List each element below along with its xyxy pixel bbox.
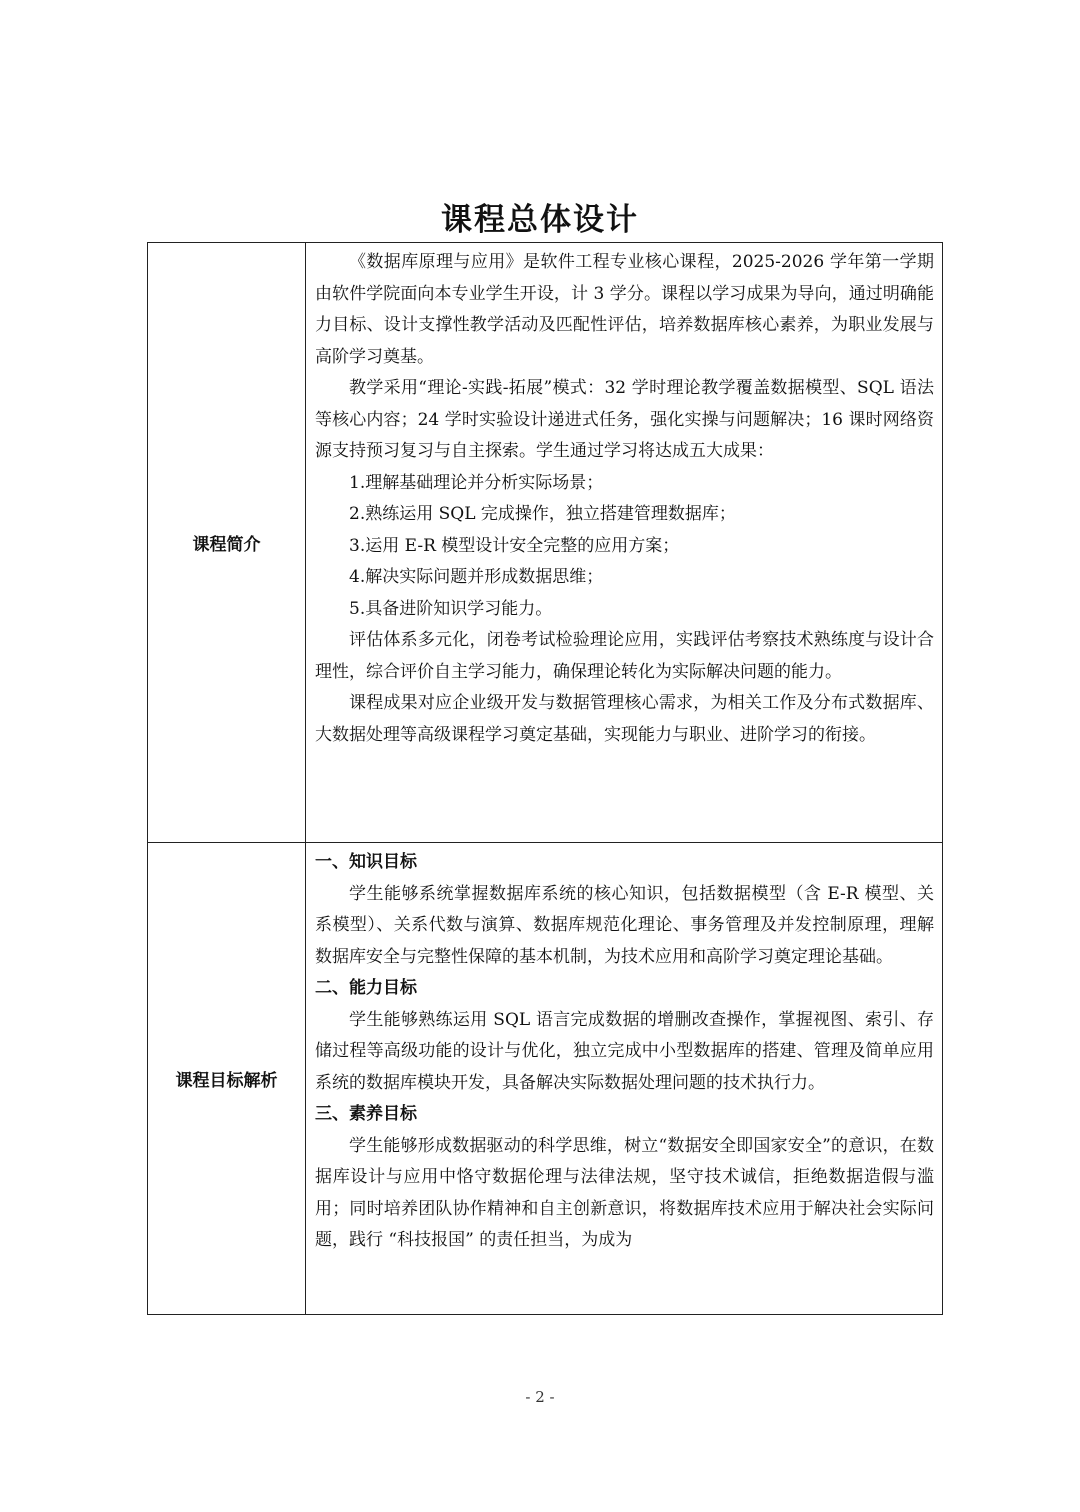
knowledge-goal-heading: 一、知识目标 (315, 852, 417, 872)
intro-paragraph-1: 《数据库原理与应用》是软件工程专业核心课程，2025-2026 学年第一学期由软件学院面向本专业学生开设，计 3 学分。课程以学习成果为导向，通过明确能力目标、设计支撑性教学活动及匹配性评估，培养数据库核心素养，为职业发展与高阶学习奠基。 (315, 252, 934, 367)
goals-label: 课程目标解析 (148, 843, 306, 1315)
intro-label: 课程简介 (148, 243, 306, 843)
ability-goal-text: 学生能够熟练运用 SQL 语言完成数据的增删改查操作，掌握视图、索引、存储过程等高级功能的设计与优化，独立完成中小型数据库的搭建、管理及简单应用系统的数据库模块开发，具备解决实际数据处理问题的技术执行力。 (315, 1009, 934, 1093)
page-number: - 2 - (525, 1388, 555, 1406)
goals-content (306, 843, 943, 1315)
intro-content (306, 243, 943, 843)
table-row-intro (148, 243, 943, 843)
outcome-item-5: 5.具备进阶知识学习能力。 (349, 598, 553, 619)
closing-paragraph: 课程成果对应企业级开发与数据管理核心需求，为相关工作及分布式数据库、大数据处理等高级课程学习奠定基础，实现能力与职业、进阶学习的衔接。 (315, 693, 934, 745)
intro-paragraph-2: 教学采用“理论-实践-拓展”模式：32 学时理论教学覆盖数据模型、SQL 语法等核心内容；24 学时实验设计递进式任务，强化实操与问题解决；16 课时网络资源支持预习复习与自主探索。学生通过学习将达成五大成果： (315, 378, 934, 461)
outcome-item-3: 3.运用 E-R 模型设计安全完整的应用方案； (349, 535, 680, 556)
knowledge-goal-text: 学生能够系统掌握数据库系统的核心知识，包括数据模型（含 E-R 模型、关系模型）、关系代数与演算、数据库规范化理论、事务管理及并发控制原理，理解数据库安全与完整性保障的基本机制，为技术应用和高阶学习奠定理论基础。 (315, 883, 934, 967)
literacy-goal-heading: 三、素养目标 (315, 1104, 417, 1124)
course-design-table (147, 242, 943, 1315)
assessment-paragraph: 评估体系多元化，闭卷考试检验理论应用，实践评估考察技术熟练度与设计合理性，综合评价自主学习能力，确保理论转化为实际解决问题的能力。 (315, 630, 934, 682)
table-row-goals (148, 843, 943, 1315)
outcome-item-1: 1.理解基础理论并分析实际场景； (349, 472, 604, 493)
ability-goal-heading: 二、能力目标 (315, 978, 417, 998)
outcome-item-2: 2.熟练运用 SQL 完成操作，独立搭建管理数据库； (349, 504, 736, 524)
page-title: 课程总体设计 (441, 202, 639, 238)
outcome-item-4: 4.解决实际问题并形成数据思维； (349, 567, 604, 587)
literacy-goal-text: 学生能够形成数据驱动的科学思维，树立“数据安全即国家安全”的意识，在数据库设计与应用中恪守数据伦理与法律法规，坚守技术诚信，拒绝数据造假与滥用；同时培养团队协作精神和自主创新意识，将数据库技术应用于解决社会实际问题，践行 “科技报国” 的责任担当，为成为 (315, 1135, 934, 1250)
